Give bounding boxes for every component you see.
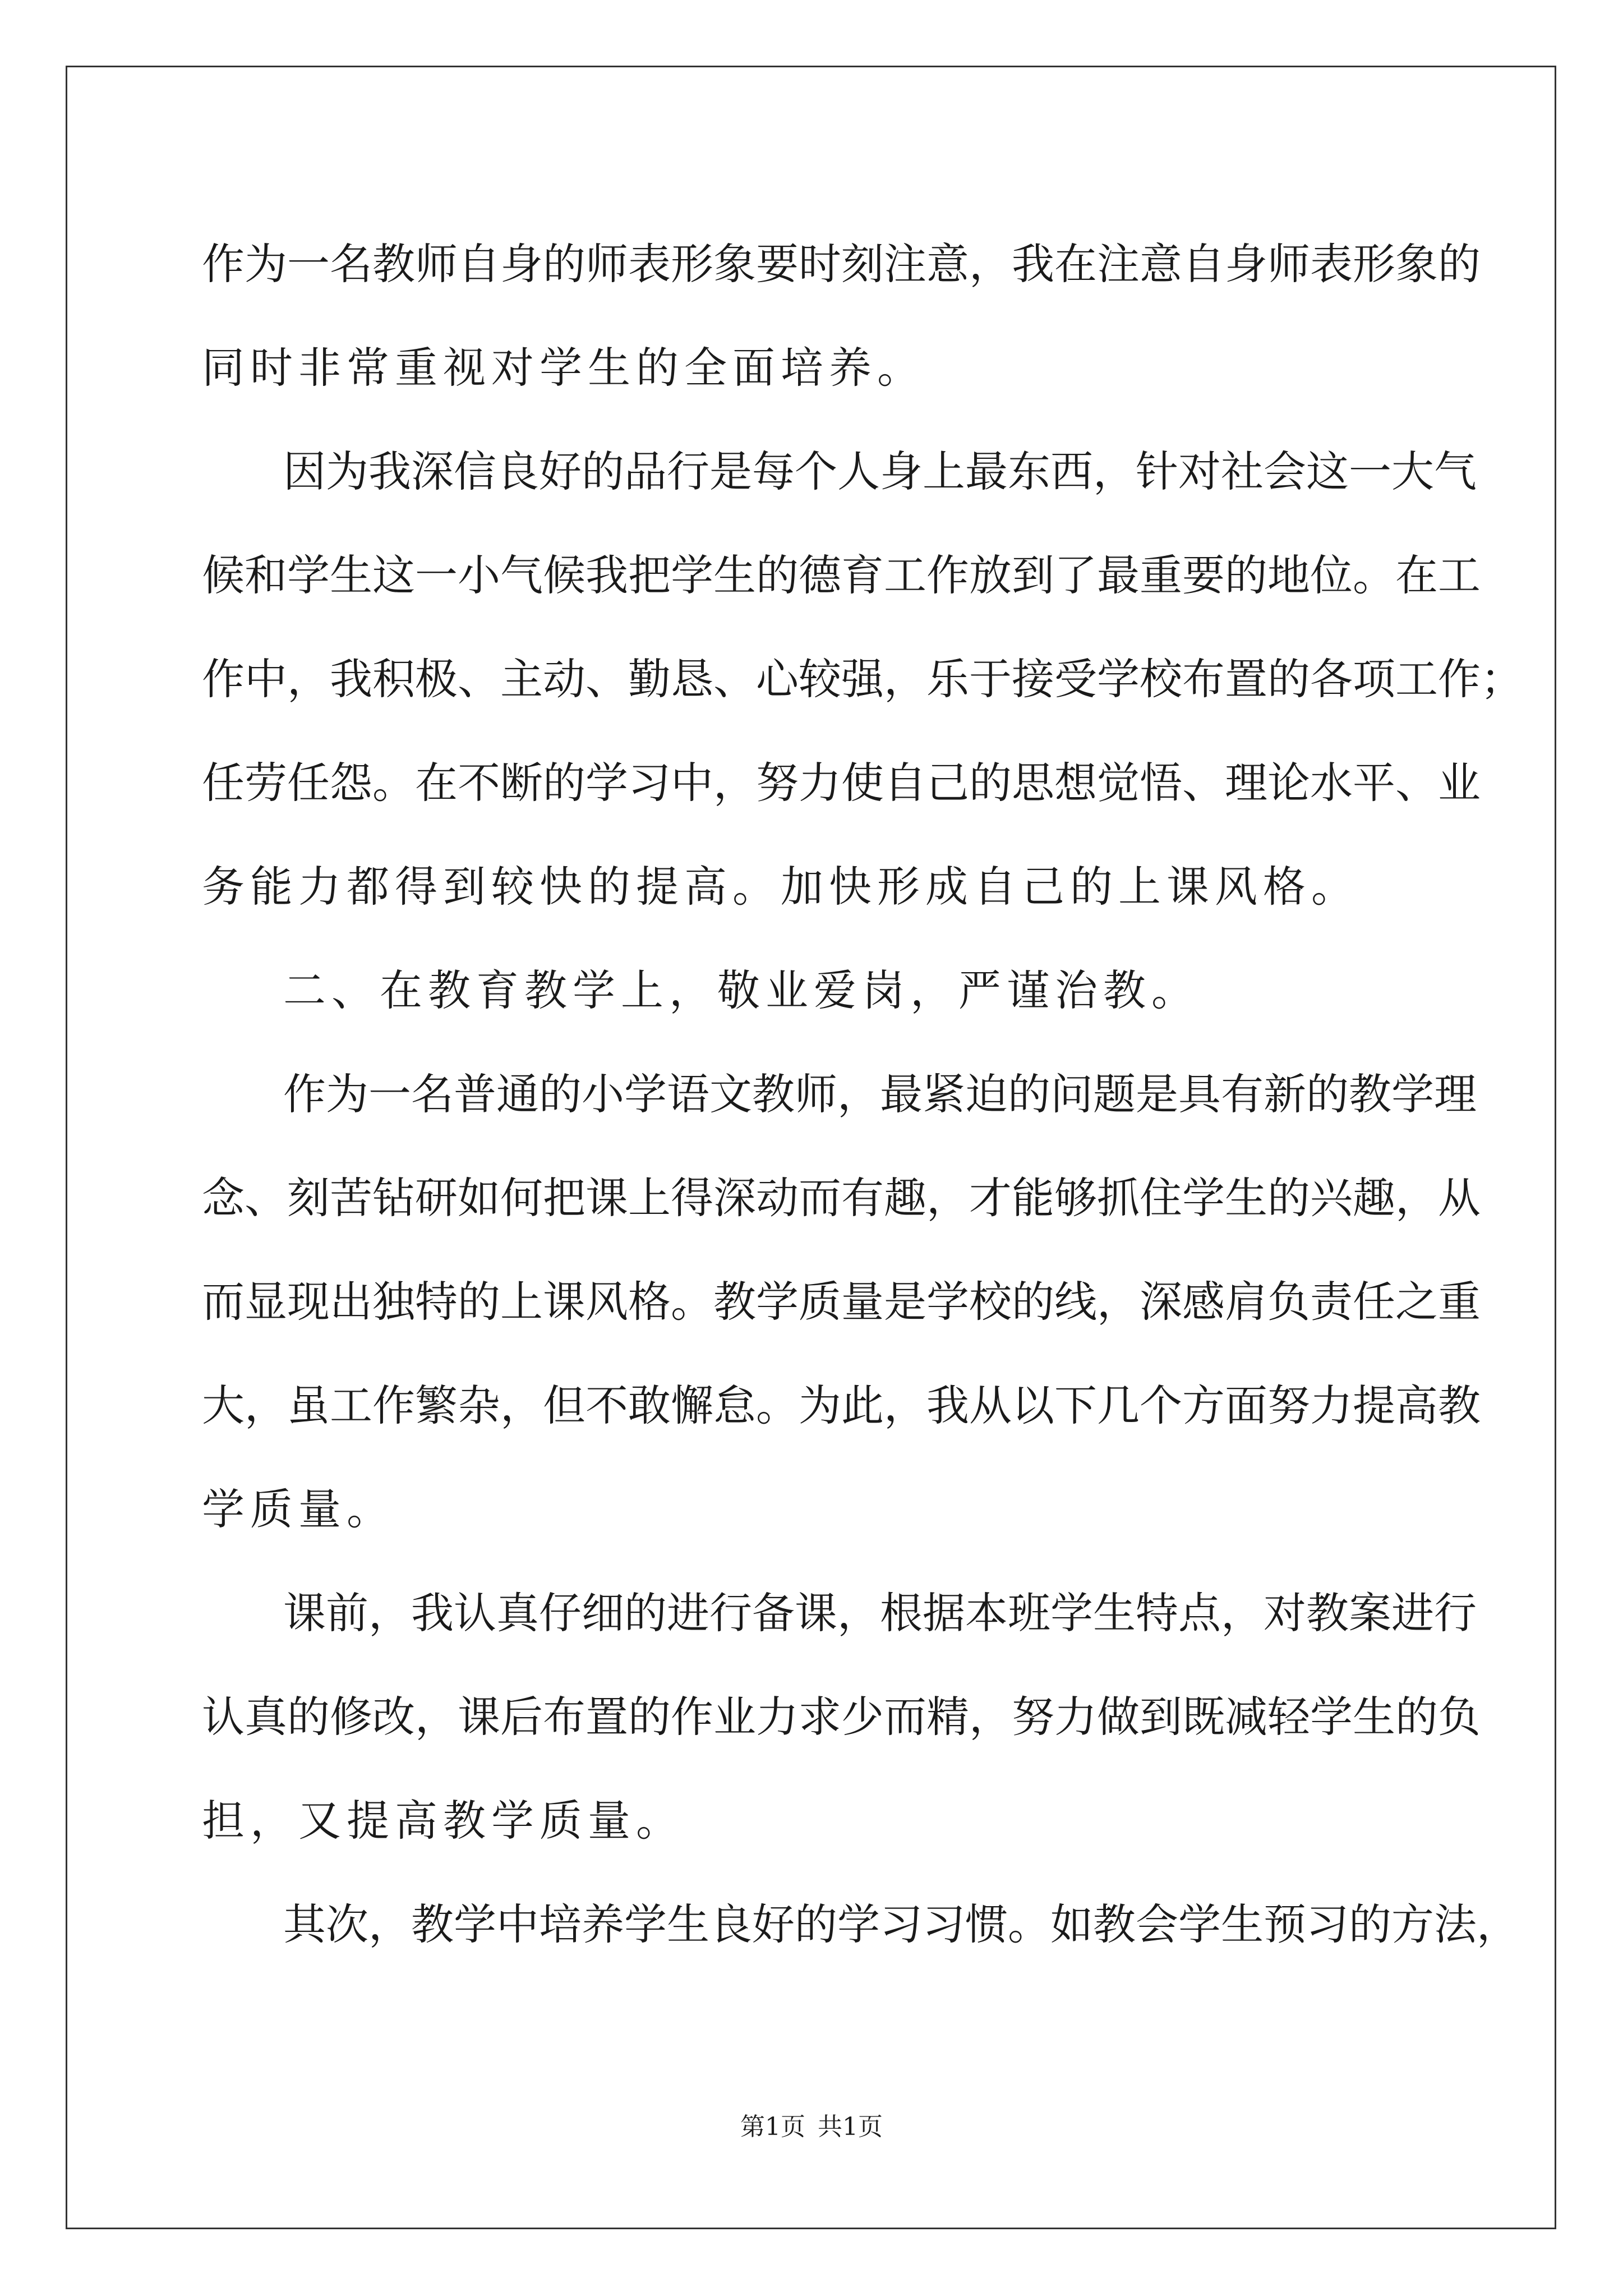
text-line: 大，虽工作繁杂，但不敢懈怠。为此，我从以下几个方面努力提高教 — [202, 1381, 1481, 1430]
text-line: 课前，我认真仔细的进行备课，根据本班学生特点，对教案进行 — [283, 1588, 1477, 1638]
text-line: 候和学生这一小气候我把学生的德育工作放到了最重要的地位。在工 — [202, 550, 1481, 600]
text-line: 而显现出独特的上课风格。教学质量是学校的线，深感肩负责任之重 — [202, 1277, 1481, 1327]
page-footer — [0, 2110, 1623, 2144]
text-line: 认真的修改，课后布置的作业力求少而精，努力做到既减轻学生的负 — [202, 1692, 1481, 1742]
text-line: 念、刻苦钻研如何把课上得深动而有趣，才能够抓住学生的兴趣，从 — [202, 1173, 1481, 1223]
text-line: 其次，教学中培养学生良好的学习习惯。如教会学生预习的方法， — [283, 1899, 1519, 1949]
text-line: 作为一名教师自身的师表形象要时刻注意，我在注意自身师表形象的 — [202, 239, 1481, 289]
text-line: 任劳任怨。在不断的学习中，努力使自己的思想觉悟、理论水平、业 — [202, 758, 1481, 808]
text-line: 因为我深信良好的品行是每个人身上最东西，针对社会这一大气 — [283, 447, 1477, 496]
text-line: 作为一名普通的小学语文教师，最紧迫的问题是具有新的教学理 — [283, 1069, 1477, 1119]
page-number: 第1页 — [740, 2113, 805, 2141]
text-line: 作中，我积极、主动、勤恳、心较强，乐于接受学校布置的各项工作； — [202, 654, 1523, 704]
text-line: 务能力都得到较快的提高。加快形成自己的上课风格。 — [202, 862, 1359, 912]
document-body — [202, 212, 1523, 1976]
page-total: 共1页 — [818, 2113, 883, 2141]
text-line: 学质量。 — [202, 1484, 395, 1534]
text-line: 二、在教育教学上，敬业爱岗，严谨治教。 — [283, 965, 1200, 1015]
text-line: 同时非常重视对学生的全面培养。 — [202, 343, 925, 393]
text-line: 担，又提高教学质量。 — [202, 1796, 684, 1846]
